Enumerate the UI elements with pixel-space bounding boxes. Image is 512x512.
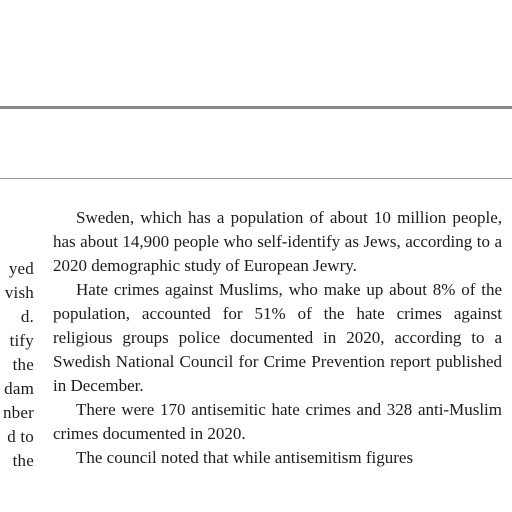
left-line-fragment: the <box>12 355 34 374</box>
left-column-cropped <box>0 0 34 512</box>
left-line-fragment: yed <box>8 259 34 278</box>
left-line-fragment: d to <box>7 427 34 446</box>
article-paragraph: Hate crimes against Muslims, who make up about 8% of the population, accounted for 51% of the hate crimes against religious groups police documented in 2020, according to a Swedish National Council for Crime Prevention report published in December. <box>53 280 502 395</box>
left-line-fragment: tify <box>9 331 34 350</box>
article-paragraph: There were 170 antisemitic hate crimes and 328 anti-Muslim crimes documented in 2020. <box>53 400 502 443</box>
header-divider <box>0 106 512 109</box>
left-line-fragment: d. <box>20 307 34 326</box>
article-paragraph: The council noted that while antisemitism figures <box>76 448 414 467</box>
left-line-fragment: dam <box>4 379 34 398</box>
left-line-fragment: vish <box>4 283 34 302</box>
article-paragraph: Sweden, which has a population of about 10 million people, has about 14,900 people who self-identify as Jews, according to a 2020 demographic study of European Jewry. <box>53 208 502 275</box>
left-line-fragment: the <box>12 451 34 470</box>
article-column <box>53 206 502 470</box>
left-line-fragment: nber <box>2 403 34 422</box>
column-top-divider <box>0 178 512 179</box>
